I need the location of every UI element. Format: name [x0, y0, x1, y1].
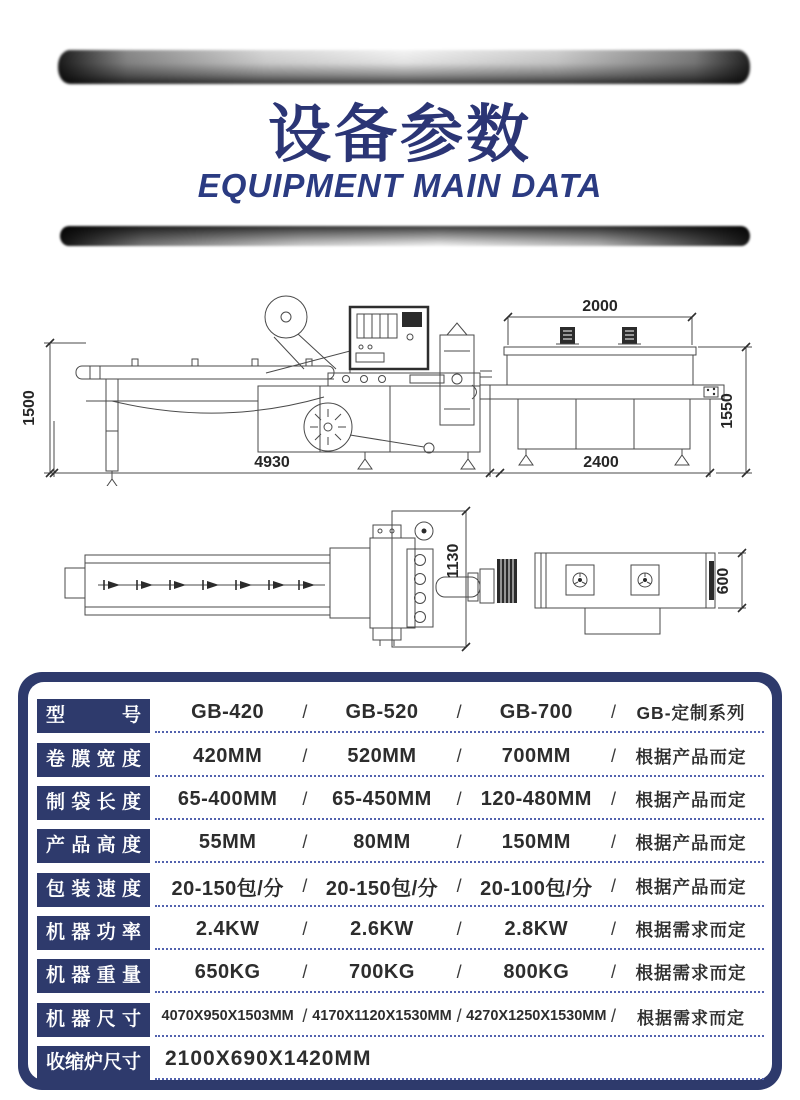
spec-row-values [155, 868, 764, 907]
spec-value: 2.4KW [195, 917, 260, 940]
value-separator: / [610, 962, 616, 983]
spec-row-values [155, 1041, 764, 1080]
dimension-right-height [698, 343, 752, 477]
spec-value: 根据产品而定 [635, 789, 747, 810]
dimension-label: 1500 [21, 390, 38, 426]
spec-row-values [155, 911, 764, 950]
spec-value: 65-400MM [177, 787, 278, 810]
spec-value: 20-100包/分 [480, 877, 593, 900]
value-separator: / [302, 962, 308, 983]
infeed-conveyor [65, 555, 330, 615]
spec-value: 20-150包/分 [325, 877, 439, 900]
spec-table [18, 672, 782, 1090]
spec-value: 4170X1120X1530MM [312, 1008, 452, 1025]
machine-side-view-diagram [20, 281, 780, 486]
spec-row-values [155, 738, 764, 777]
wrapper-top-body [330, 507, 517, 651]
spec-value: 2.6KW [350, 917, 414, 940]
dimension-label: 1130 [445, 543, 462, 579]
spec-row [37, 820, 764, 863]
spec-value: 55MM [198, 831, 257, 854]
spec-row-values [155, 781, 764, 820]
spec-value: 150MM [501, 831, 571, 854]
spec-row-values [155, 998, 764, 1037]
value-separator: / [456, 788, 462, 809]
spec-value: GB-定制系列 [636, 703, 746, 724]
spec-value: 700KG [349, 961, 415, 984]
spec-row [37, 907, 764, 950]
value-separator: / [302, 832, 308, 853]
spec-value: 根据产品而定 [635, 876, 747, 897]
value-separator: / [610, 918, 616, 939]
spec-value: 65-450MM [332, 787, 432, 810]
dimension-label: 2000 [582, 298, 618, 315]
spec-row-label: 卷膜宽度 [37, 743, 150, 777]
spec-row [37, 1037, 764, 1080]
page-subtitle: EQUIPMENT MAIN DATA [197, 167, 603, 204]
machine-top-view-diagram [20, 503, 780, 658]
spec-row [37, 733, 764, 776]
value-separator: / [302, 702, 308, 723]
spec-row [37, 950, 764, 993]
dimension-label: 1550 [719, 393, 736, 429]
value-separator: / [456, 702, 462, 723]
value-separator: / [610, 702, 616, 723]
page-title: 设备参数 [268, 100, 532, 170]
dimension-label: 600 [715, 567, 732, 595]
spec-row-label: 机器尺寸 [37, 1003, 150, 1037]
value-separator: / [456, 875, 462, 896]
value-separator: / [302, 788, 308, 809]
spec-value: 420MM [193, 744, 263, 767]
spec-value: 根据需求而定 [636, 1008, 745, 1028]
spec-value: 根据产品而定 [635, 746, 747, 767]
spec-row-values [155, 954, 764, 993]
spec-row-label: 收缩炉尺寸 [37, 1046, 150, 1080]
spec-value: GB-700 [499, 701, 573, 724]
value-separator: / [610, 745, 616, 766]
spec-row [37, 777, 764, 820]
value-separator: / [456, 832, 462, 853]
spec-row-label: 产品高度 [37, 829, 150, 863]
spec-row [37, 993, 764, 1036]
value-separator: / [456, 1005, 462, 1026]
spec-table-body [28, 682, 772, 1080]
value-separator: / [302, 1005, 308, 1026]
spec-row-values [155, 824, 764, 863]
value-separator: / [456, 918, 462, 939]
spec-row-label: 机器功率 [37, 916, 150, 950]
spec-value: 800KG [503, 961, 570, 984]
ink-brush-stroke-bottom [60, 226, 750, 246]
value-separator: / [302, 875, 308, 896]
value-separator: / [610, 875, 616, 896]
value-separator: / [302, 918, 308, 939]
spec-row [37, 863, 764, 906]
spec-row [37, 690, 764, 733]
value-separator: / [610, 832, 616, 853]
spec-row-values [155, 694, 764, 733]
spec-value: 2.8KW [504, 917, 569, 940]
spec-value: GB-420 [191, 701, 265, 724]
spec-row-label: 包装速度 [37, 873, 150, 907]
spec-value: 根据需求而定 [635, 963, 747, 984]
spec-value: 120-480MM [480, 787, 592, 810]
spec-value: 80MM [353, 831, 411, 854]
value-separator: / [610, 1005, 616, 1026]
dimension-label: 2400 [583, 454, 619, 471]
dimension-label: 4930 [254, 454, 290, 471]
value-separator: / [610, 788, 616, 809]
value-separator: / [456, 962, 462, 983]
value-separator: / [456, 745, 462, 766]
spec-value: 20-150包/分 [171, 877, 284, 900]
spec-row-label: 型号 [37, 699, 150, 733]
spec-row-label: 制袋长度 [37, 786, 150, 820]
spec-value: 4070X950X1503MM [161, 1008, 294, 1025]
spec-value: 650KG [194, 961, 261, 984]
spec-value: GB-520 [345, 701, 419, 724]
spec-value: 2100X690X1420MM [165, 1047, 372, 1071]
value-separator: / [302, 745, 308, 766]
spec-row-label: 机器重量 [37, 959, 150, 993]
spec-value: 根据需求而定 [635, 919, 747, 940]
spec-value: 700MM [501, 744, 571, 767]
shrink-tunnel-body [472, 298, 724, 465]
dimension-tunnel-depth [715, 549, 746, 612]
spec-value: 4270X1250X1530MM [466, 1008, 607, 1025]
tunnel-top-body [535, 553, 715, 634]
ink-brush-stroke-top [58, 50, 750, 84]
spec-value: 520MM [347, 744, 417, 767]
spec-value: 根据产品而定 [635, 833, 747, 854]
